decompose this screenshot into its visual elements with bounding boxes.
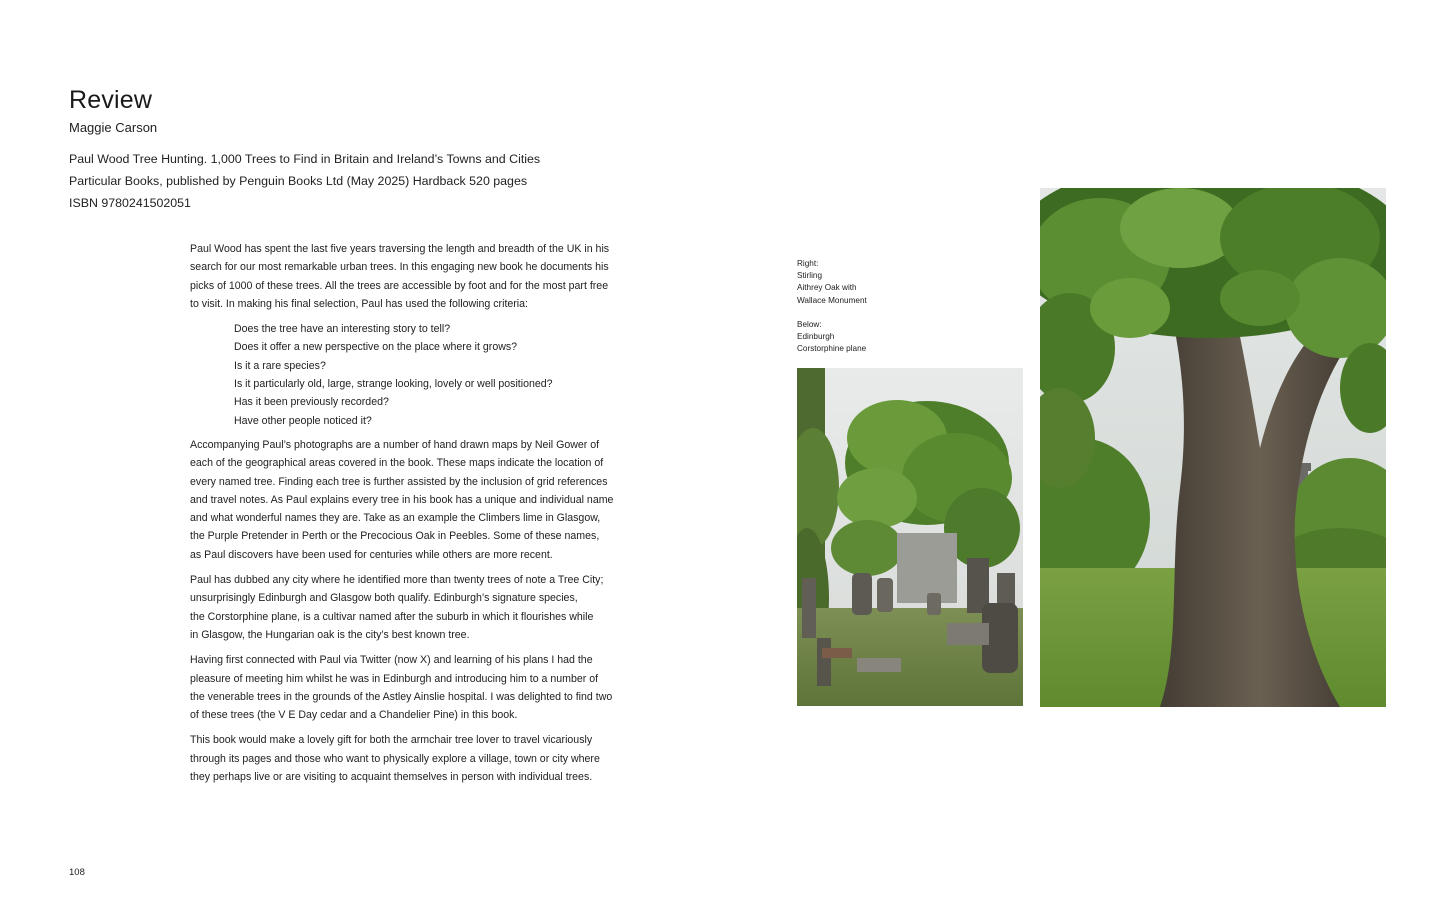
photo-captions: [797, 258, 867, 355]
text-line: search for our most remarkable urban trees. In this engaging new book he documents his: [190, 261, 609, 274]
book-isbn-line: ISBN 9780241502051: [69, 196, 191, 210]
page-heading: Review: [69, 86, 153, 114]
aithrey-oak-photo: [1040, 188, 1386, 707]
text-line: Paul has dubbed any city where he identified more than twenty trees of note a Tree City;: [190, 574, 604, 587]
text-line: unsurprisingly Edinburgh and Glasgow both qualify. Edinburgh’s signature species,: [190, 592, 578, 605]
text-line: of these trees (the V E Day cedar and a Chandelier Pine) in this book.: [190, 709, 518, 722]
book-title-line: Paul Wood Tree Hunting. 1,000 Trees to Find in Britain and Ireland’s Towns and Cities: [69, 152, 541, 166]
caption-line: Stirling: [797, 271, 823, 281]
review-body: [190, 240, 660, 793]
text-line: the venerable trees in the grounds of the Astley Ainslie hospital. I was delighted to find two: [190, 690, 613, 703]
corstorphine-plane-photo: [797, 368, 1023, 706]
text-line: in Glasgow, the Hungarian oak is the city’s best known tree.: [190, 628, 470, 641]
caption-line: Edinburgh: [797, 332, 835, 342]
criteria-item: Is it a rare species?: [234, 359, 326, 372]
text-line: to visit. In making his final selection, Paul has used the following criteria:: [190, 297, 528, 310]
book-details: [69, 148, 540, 214]
maps-paragraph: [190, 436, 660, 564]
book-publisher-line: Particular Books, published by Penguin Books Ltd (May 2025) Hardback 520 pages: [69, 174, 528, 188]
text-line: pleasure of meeting him whilst he was in Edinburgh and introducing him to a number of: [190, 672, 599, 685]
caption-line: Right:: [797, 259, 819, 268]
text-line: through its pages and those who want to physically explore a village, town or city where: [190, 752, 600, 765]
text-line: the Corstorphine plane, is a cultivar named after the suburb in which it flourishes while: [190, 610, 594, 623]
tree-city-paragraph: [190, 571, 660, 644]
text-line: each of the geographical areas covered in the book. These maps indicate the location of: [190, 457, 604, 470]
criteria-item: Is it particularly old, large, strange looking, lovely or well positioned?: [234, 378, 553, 391]
text-line: they perhaps live or are visiting to acquaint themselves in person with individual trees.: [190, 771, 593, 784]
text-line: every named tree. Finding each tree is further assisted by the inclusion of grid references: [190, 475, 608, 488]
meeting-paragraph: [190, 651, 660, 724]
text-line: Paul Wood has spent the last five years traversing the length and breadth of the UK in his: [190, 243, 610, 255]
text-line: This book would make a lovely gift for both the armchair tree lover to travel vicariously: [190, 734, 593, 747]
gift-paragraph: [190, 731, 660, 786]
caption-line: Aithrey Oak with: [797, 283, 857, 293]
caption-line: Below:: [797, 319, 822, 329]
text-line: Accompanying Paul’s photographs are a number of hand drawn maps by Neil Gower of: [190, 438, 600, 451]
page-number: 108: [69, 867, 85, 878]
criteria-item: Does it offer a new perspective on the place where it grows?: [234, 341, 518, 354]
text-line: and travel notes. As Paul explains every tree in his book has a unique and individual name: [190, 493, 614, 506]
text-line: and what wonderful names they are. Take as an example the Climbers lime in Glasgow,: [190, 512, 601, 525]
criteria-item: Have other people noticed it?: [234, 414, 372, 427]
author-name: Maggie Carson: [69, 120, 158, 135]
text-line: as Paul discovers have been used for centuries while others are more recent.: [190, 548, 553, 561]
criteria-item: Does the tree have an interesting story to tell?: [234, 323, 451, 336]
intro-paragraph: [190, 240, 660, 313]
text-line: picks of 1000 of these trees. All the trees are accessible by foot and for the most part free: [190, 279, 609, 292]
criteria-list: [190, 320, 660, 430]
text-line: the Purple Pretender in Perth or the Precocious Oak in Peebles. Some of these names,: [190, 530, 600, 543]
criteria-item: Has it been previously recorded?: [234, 396, 389, 409]
caption-line: Corstorphine plane: [797, 344, 867, 354]
text-line: Having first connected with Paul via Twitter (now X) and learning of his plans I had the: [190, 654, 593, 667]
caption-line: Wallace Monument: [797, 295, 867, 305]
